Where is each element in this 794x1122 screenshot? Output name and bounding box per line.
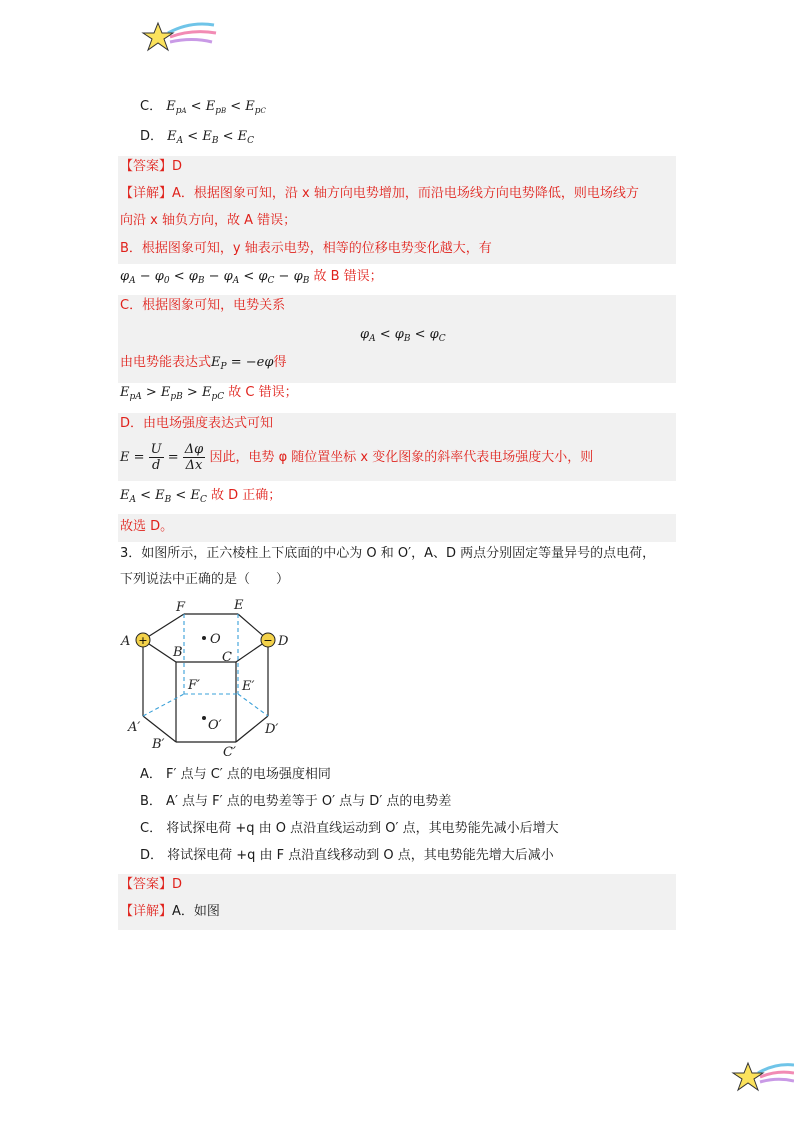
label-o-prime: O′: [208, 718, 222, 733]
detail-1-c4: $E_{pA} > E_{pB} > E_{pC}$ 故 C 错误；: [120, 385, 298, 402]
label-f-prime: F′: [188, 678, 200, 693]
label-c-prime: C′: [223, 745, 236, 760]
detail-1-b2: $\varphi_A - \varphi_0 < \varphi_B - \varphi_A < \varphi_C - \varphi_B$ 故 B 错误；: [120, 269, 383, 286]
hexagonal-prism-figure: [118, 594, 298, 764]
answer-3: 【答案】D: [120, 877, 183, 892]
detail-1-a2: 向沿 x 轴负方向，故 A 错误；: [120, 213, 297, 228]
shooting-star-icon: [140, 15, 220, 60]
label-d-prime: D′: [265, 722, 279, 737]
detail-1-c2: $\varphi_A < \varphi_B < \varphi_C$: [360, 327, 446, 344]
label-e-prime: E′: [242, 679, 255, 694]
label-a-prime: A′: [128, 720, 141, 735]
solution-shade: [118, 874, 676, 930]
q3-option-c: C． 将试探电荷 +q 由 O 点沿直线运动到 O′ 点，其电势能先减小后增大: [140, 821, 559, 836]
label-c: C: [222, 650, 232, 665]
detail-1-d2: E = $\frac{U}{d}$ = $\frac{\Delta\varphi}{\Delta x}$ 因此，电势 φ 随位置坐标 x 变化图象的斜率代表电场强度大小，则: [120, 442, 594, 473]
detail-3: 【详解】A．如图: [120, 904, 220, 919]
question-3-stem: 3．如图所示，正六棱柱上下底面的中心为 O 和 O′，A、D 两点分别固定等量异号的点电荷，: [120, 546, 656, 561]
label-f: F: [176, 600, 186, 615]
detail-1-b1: B．根据图象可知，y 轴表示电势，相等的位移电势变化越大，有: [120, 241, 492, 256]
detail-1-d3: $E_A < E_B < E_C$ 故 D 正确；: [120, 488, 282, 505]
question-3-stem-2: 下列说法中正确的是（ ）: [120, 572, 290, 587]
q3-option-d: D． 将试探电荷 +q 由 F 点沿直线移动到 O 点，其电势能先增大后减小: [140, 848, 554, 863]
detail-1-d1: D．由电场强度表达式可知: [120, 416, 274, 431]
label-e: E: [234, 598, 244, 613]
minus-charge-icon: −: [263, 634, 273, 647]
label-o: O: [210, 632, 221, 647]
detail-1-a1: 【详解】A．根据图象可知，沿 x 轴方向电势增加，而沿电场线方向电势降低，则电场线方: [120, 186, 639, 201]
detail-1-c1: C．根据图象可知，电势关系: [120, 298, 286, 313]
solution-shade: [118, 514, 676, 542]
label-b-prime: B′: [152, 737, 165, 752]
option-d-prev: D． $E_A < E_B < E_C$: [140, 129, 254, 146]
option-c-prev: C． $E_{pA} < E_{pB} < E_{pC}$: [140, 99, 266, 116]
plus-charge-icon: +: [138, 634, 148, 647]
answer-1: 【答案】D: [120, 159, 183, 174]
q3-option-a: A． F′ 点与 C′ 点的电场强度相同: [140, 767, 331, 782]
detail-1-c3: 由电势能表达式$E_P = -e\varphi$得: [120, 355, 287, 372]
q3-option-b: B． A′ 点与 F′ 点的电势差等于 O′ 点与 D′ 点的电势差: [140, 794, 452, 809]
label-b: B: [173, 645, 183, 660]
detail-1-final: 故选 D。: [120, 519, 174, 534]
label-d: D: [278, 634, 289, 649]
shooting-star-icon: [730, 1055, 794, 1100]
label-a: A: [121, 634, 131, 649]
